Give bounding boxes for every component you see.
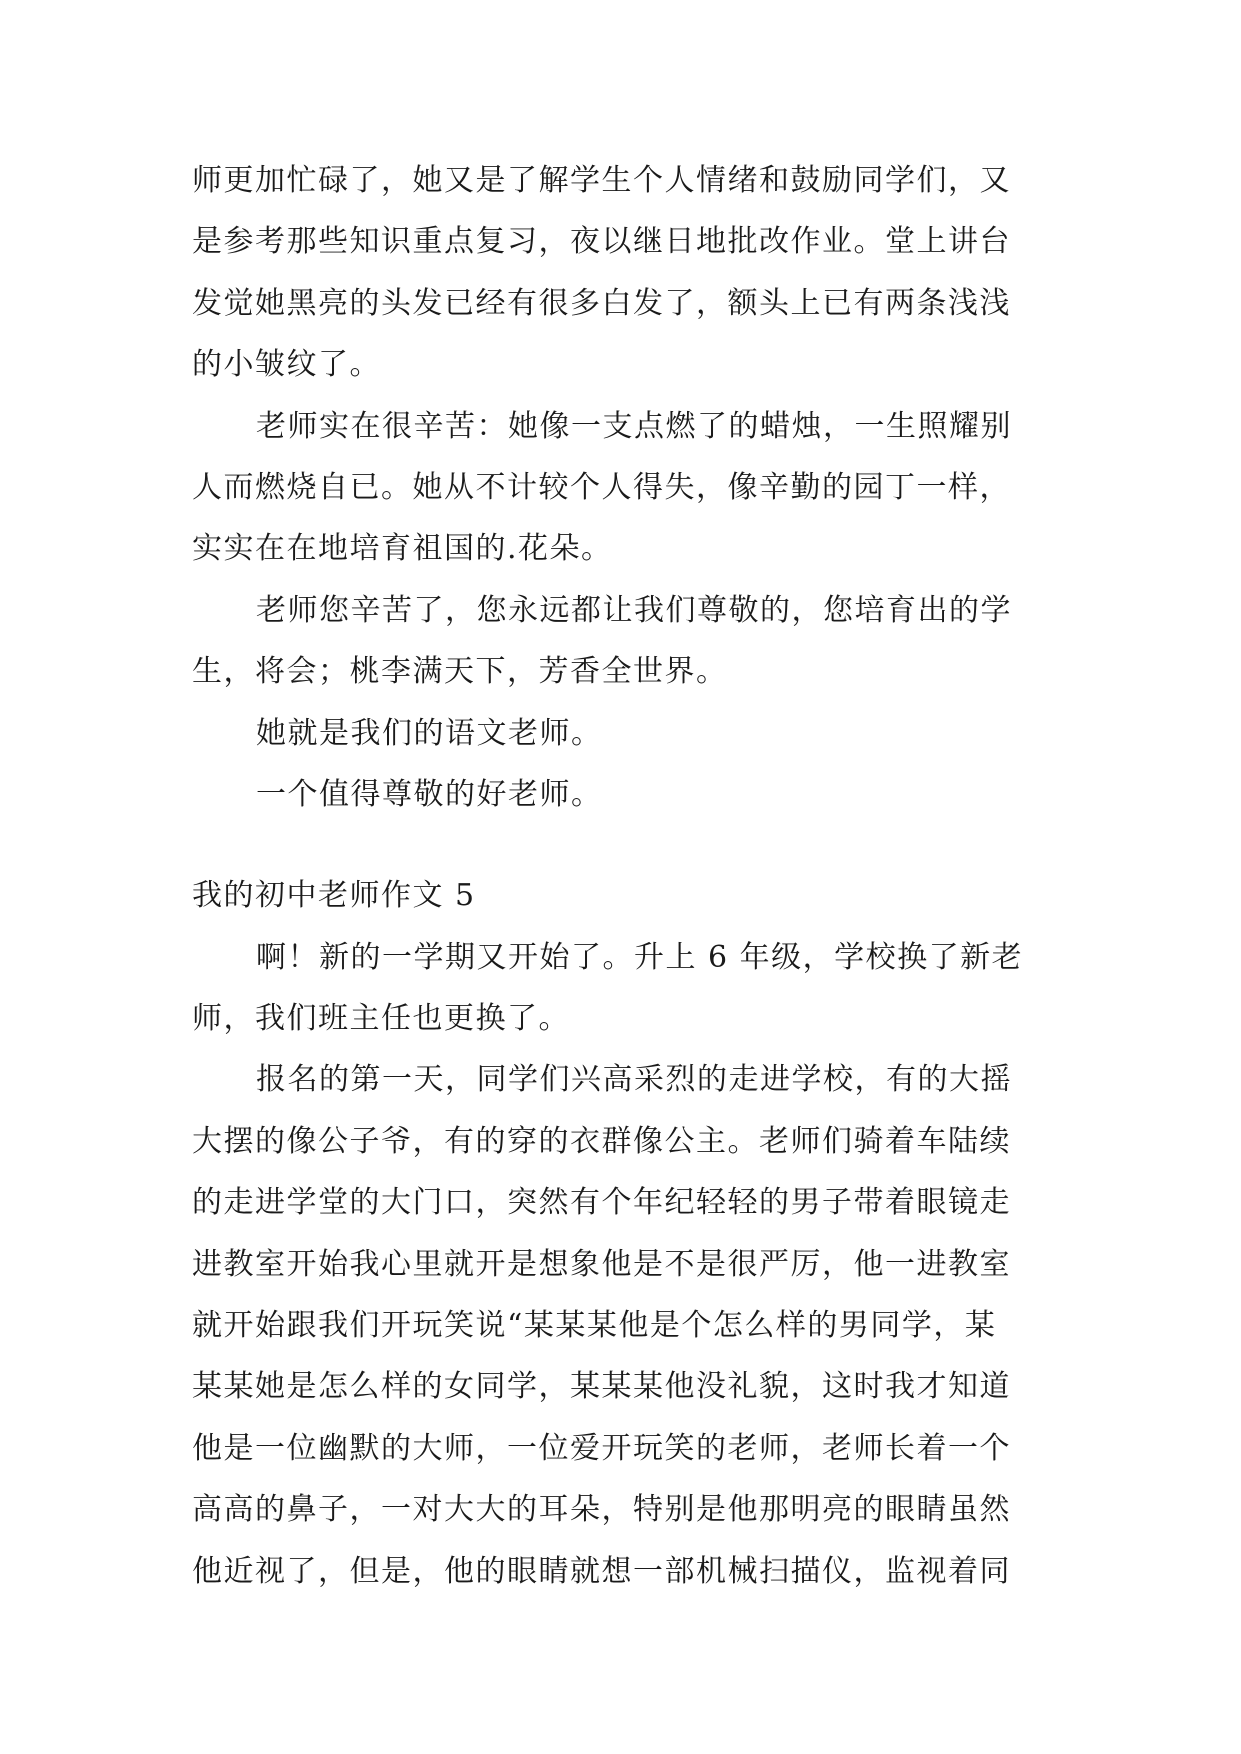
text-line: 一个值得尊敬的好老师。 xyxy=(256,776,603,812)
text-line: 发觉她黑亮的头发已经有很多白发了，额头上已有两条浅浅 xyxy=(192,285,1011,321)
text-line: 老师实在很辛苦：她像一支点燃了的蜡烛，一生照耀别 xyxy=(256,408,1012,444)
section-heading: 我的初中老师作文 5 xyxy=(192,878,476,914)
text-line: 师更加忙碌了，她又是了解学生个人情绪和鼓励同学们，又 xyxy=(192,163,1011,198)
text-line: 大摆的像公子爷，有的穿的衣群像公主。老师们骑着车陆续 xyxy=(192,1123,1011,1159)
text-line: 的走进学堂的大门口，突然有个年纪轻轻的男子带着眼镜走 xyxy=(192,1185,1011,1221)
text-line: 某某她是怎么样的女同学，某某某他没礼貌，这时我才知道 xyxy=(192,1369,1011,1405)
text-line: 师，我们班主任也更换了。 xyxy=(192,1001,570,1037)
text-line: 老师您辛苦了，您永远都让我们尊敬的，您培育出的学 xyxy=(256,592,1012,628)
paragraph xyxy=(192,396,1052,580)
text-line: 人而燃烧自已。她从不计较个人得失，像辛勤的园丁一样， xyxy=(192,469,1011,505)
paragraph xyxy=(192,580,1052,703)
document-page xyxy=(192,150,1052,1602)
text-line: 他近视了，但是，他的眼睛就想一部机械扫描仪，监视着同 xyxy=(192,1553,1011,1589)
paragraph xyxy=(192,927,1052,1050)
text-line: 生，将会；桃李满天下，芳香全世界。 xyxy=(192,654,728,690)
text-line: 实实在在地培育祖国的.花朵。 xyxy=(192,531,613,567)
text-line: 他是一位幽默的大师，一位爱开玩笑的老师，老师长着一个 xyxy=(192,1430,1011,1466)
text-line: 是参考那些知识重点复习，夜以继日地批改作业。堂上讲台 xyxy=(192,224,1011,260)
paragraph xyxy=(192,703,1052,764)
section-gap xyxy=(192,825,1052,865)
text-line: 她就是我们的语文老师。 xyxy=(256,715,603,751)
text-line: 进教室开始我心里就开是想象他是不是很严厉，他一进教室 xyxy=(192,1246,1011,1282)
paragraph xyxy=(192,764,1052,825)
text-line: 高高的鼻子，一对大大的耳朵，特别是他那明亮的眼睛虽然 xyxy=(192,1492,1011,1528)
paragraph xyxy=(192,1049,1052,1602)
text-line: 报名的第一天，同学们兴高采烈的走进学校，有的大摇 xyxy=(256,1062,1012,1098)
text-line: 的小皱纹了。 xyxy=(192,347,381,383)
text-line: 就开始跟我们开玩笑说“某某某他是个怎么样的男同学，某 xyxy=(192,1308,997,1344)
text-line: 啊！新的一学期又开始了。升上 6 年级，学校换了新老 xyxy=(256,939,1024,975)
paragraph xyxy=(192,150,1052,396)
